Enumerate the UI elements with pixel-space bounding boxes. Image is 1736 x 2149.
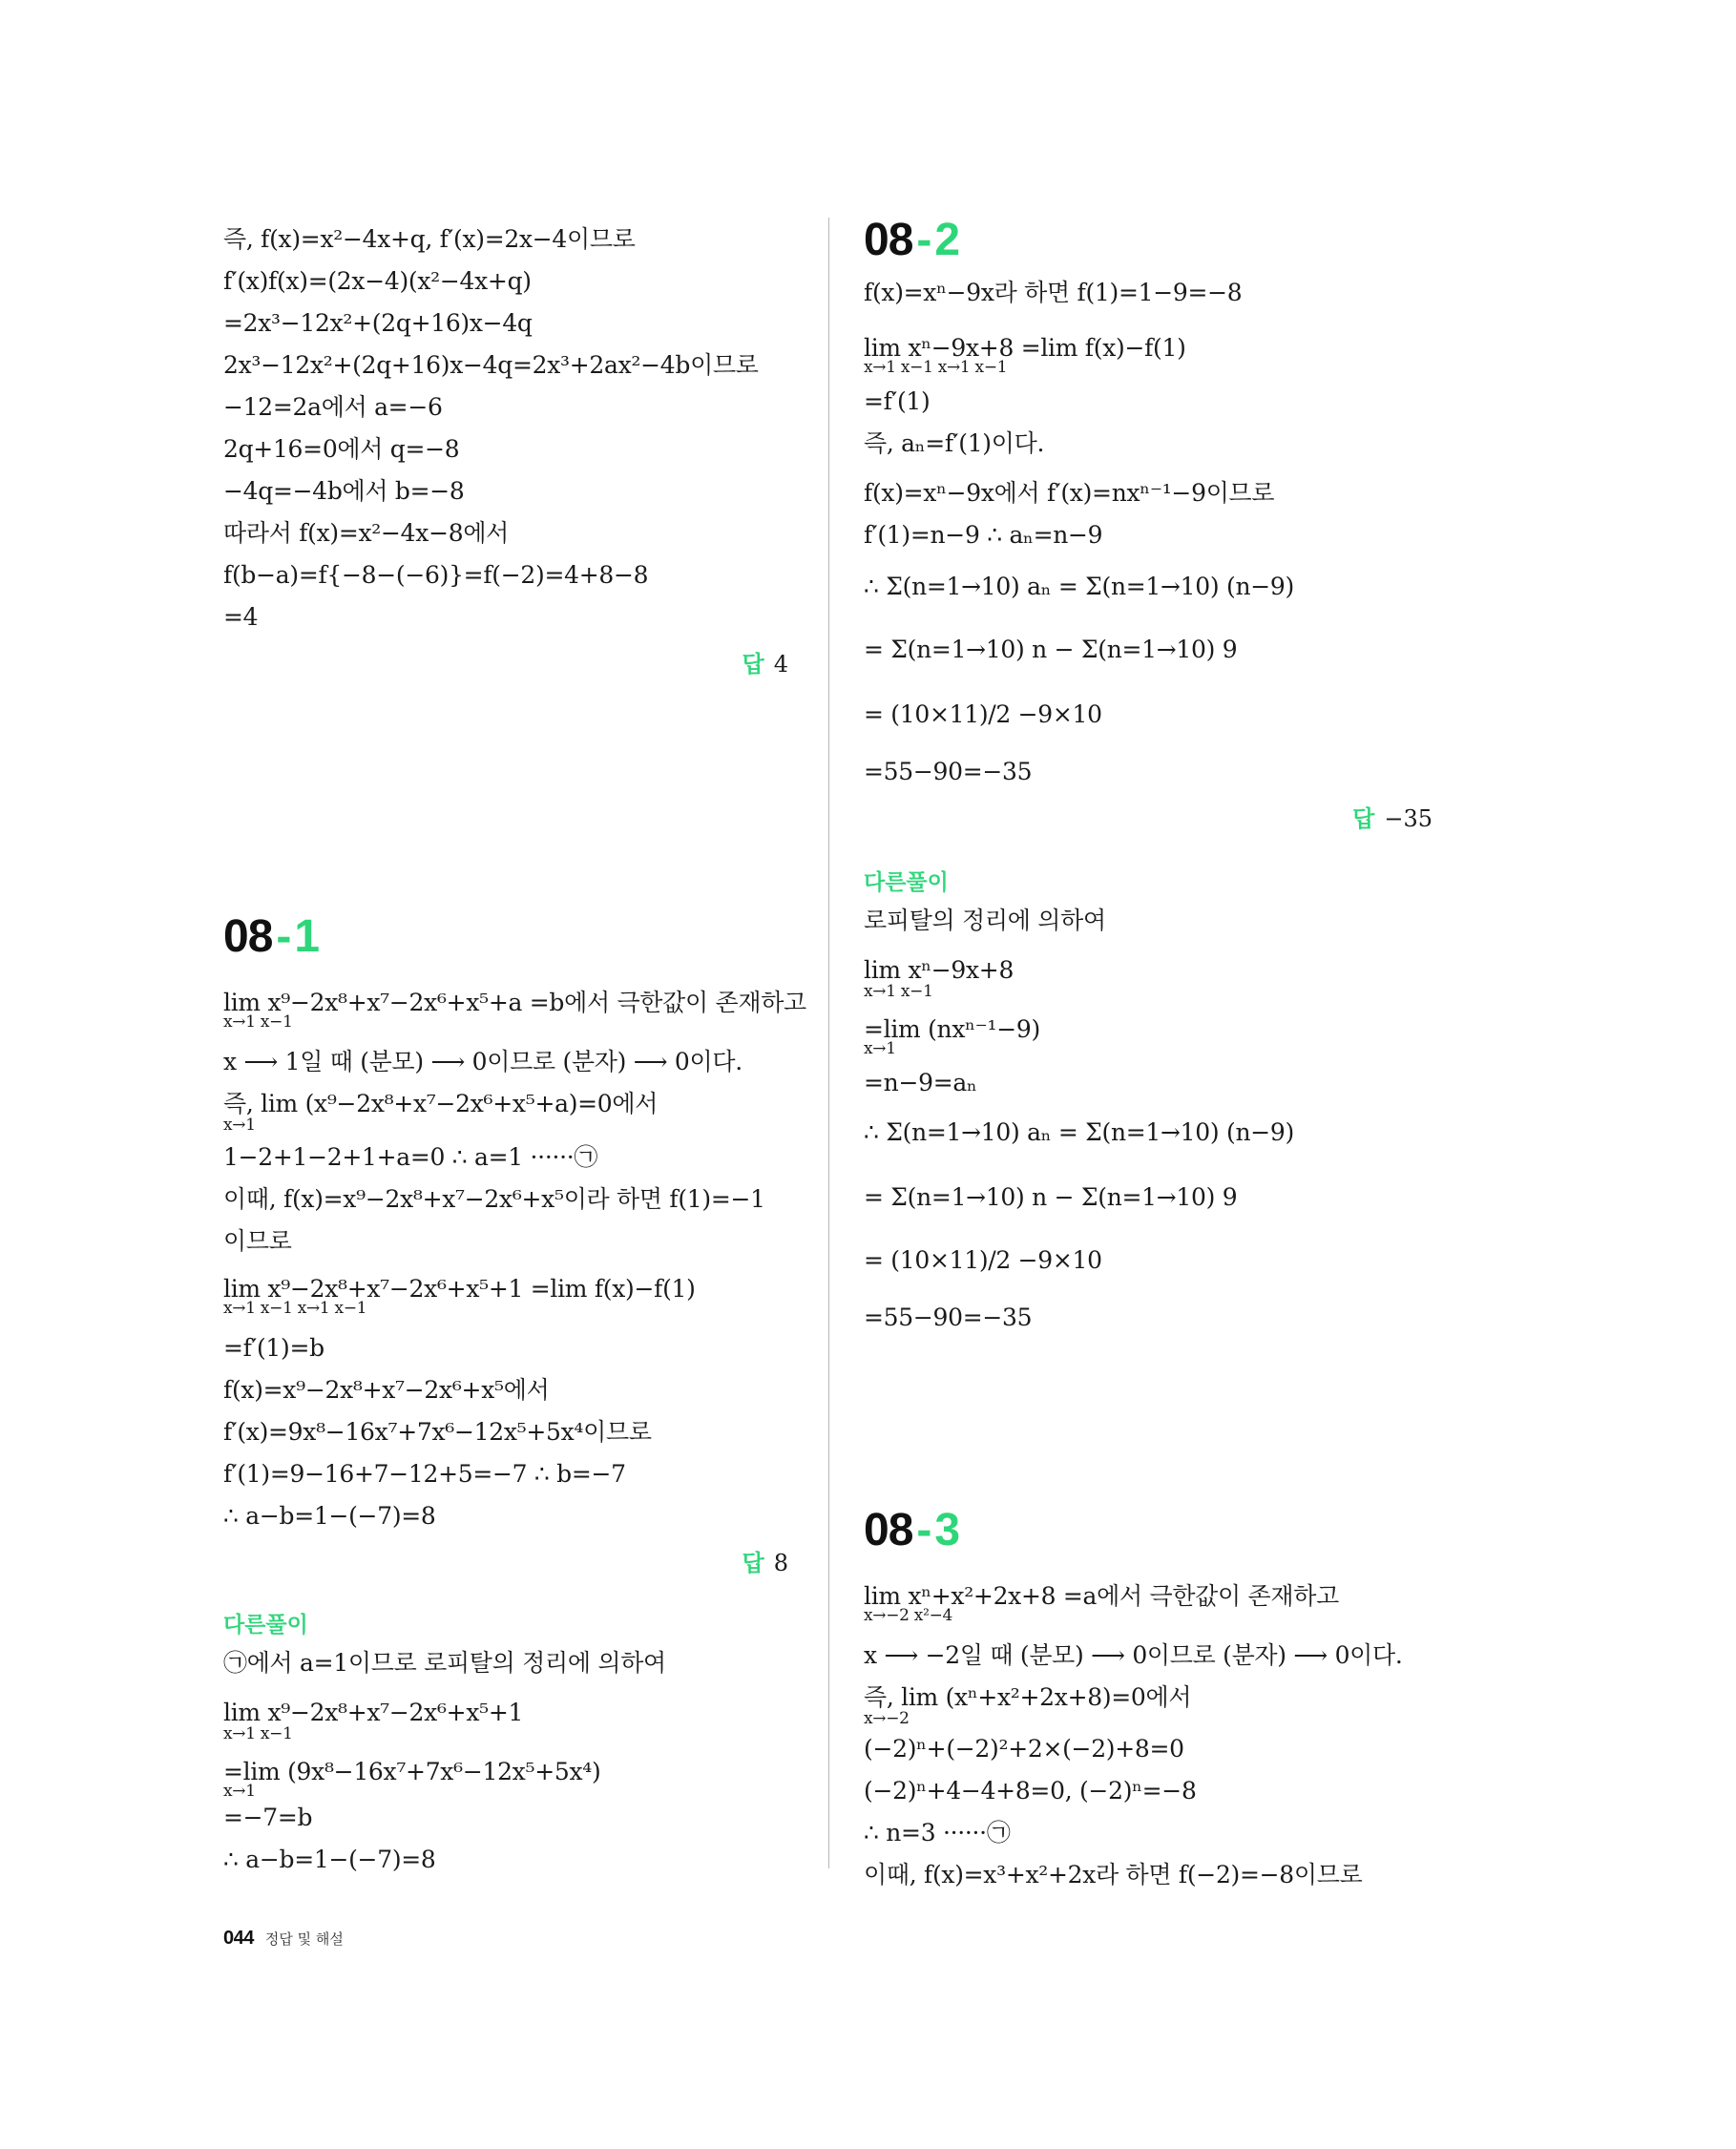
solution-line: 즉, f(x)=x²−4x+q, f′(x)=2x−4이므로 bbox=[223, 225, 636, 253]
solution-line: 이때, f(x)=x³+x²+2x라 하면 f(−2)=−8이므로 bbox=[864, 1861, 1363, 1888]
solution-line: x ⟶ −2일 때 (분모) ⟶ 0이므로 (분자) ⟶ 0이다. bbox=[864, 1641, 1403, 1669]
solution-line: lim xⁿ−9x+8 =lim f(x)−f(1) bbox=[864, 334, 1186, 362]
solution-line: ∴ Σ(n=1→10) aₙ = Σ(n=1→10) (n−9) bbox=[864, 573, 1294, 600]
alt-solution-line: = (10×11)/2 −9×10 bbox=[864, 1246, 1102, 1274]
solution-line: lim xⁿ+x²+2x+8 =a에서 극한값이 존재하고 bbox=[864, 1582, 1339, 1610]
solution-line: =4 bbox=[223, 603, 259, 631]
section-heading bbox=[864, 214, 959, 266]
solution-line: 2x³−12x²+(2q+16)x−4q=2x³+2ax²−4b이므로 bbox=[223, 351, 759, 379]
page-number: 044 bbox=[223, 1928, 254, 1949]
alt-solution-line: = Σ(n=1→10) n − Σ(n=1→10) 9 bbox=[864, 1183, 1238, 1211]
solution-line: =f′(1) bbox=[864, 387, 931, 415]
solution-line: f′(x)f(x)=(2x−4)(x²−4x+q) bbox=[223, 267, 532, 295]
solution-line: 즉, lim (xⁿ+x²+2x+8)=0에서 bbox=[864, 1683, 1192, 1711]
solution-line: =55−90=−35 bbox=[864, 758, 1033, 785]
alternative-solution-title: 다른풀이 bbox=[223, 1612, 308, 1637]
section-dash: - bbox=[276, 911, 291, 962]
solution-line: x→1 x−1 x→1 x−1 bbox=[864, 358, 1008, 377]
solution-line: lim x⁹−2x⁸+x⁷−2x⁶+x⁵+1 =lim f(x)−f(1) bbox=[223, 1275, 696, 1303]
section-number: 08 bbox=[864, 215, 913, 265]
solution-line: = Σ(n=1→10) n − Σ(n=1→10) 9 bbox=[864, 636, 1238, 663]
answer-label: 답 bbox=[742, 652, 764, 678]
section-number: 08 bbox=[864, 1505, 913, 1555]
alt-solution-line: ㉠에서 a=1이므로 로피탈의 정리에 의하여 bbox=[223, 1649, 666, 1677]
solution-line: 1−2+1−2+1+a=0 ∴ a=1 ······㉠ bbox=[223, 1143, 598, 1171]
alt-solution-line: lim x⁹−2x⁸+x⁷−2x⁶+x⁵+1 bbox=[223, 1699, 524, 1726]
alt-solution-line: lim xⁿ−9x+8 bbox=[864, 956, 1014, 984]
solution-line: x→1 bbox=[223, 1116, 256, 1135]
answer-value: 8 bbox=[773, 1550, 788, 1576]
answer-value: 4 bbox=[773, 651, 788, 678]
solution-line: f(b−a)=f{−8−(−6)}=f(−2)=4+8−8 bbox=[223, 561, 649, 589]
section-heading bbox=[223, 910, 319, 963]
alt-solution-line: =n−9=aₙ bbox=[864, 1069, 977, 1096]
alt-solution-line: =lim (nxⁿ⁻¹−9) bbox=[864, 1015, 1040, 1043]
solution-line: f′(1)=9−16+7−12+5=−7 ∴ b=−7 bbox=[223, 1460, 626, 1488]
solution-line: x→1 x−1 x→1 x−1 bbox=[223, 1299, 367, 1318]
answer-value: −35 bbox=[1384, 805, 1433, 832]
alt-solution-line: x→1 x−1 bbox=[223, 1724, 293, 1743]
alt-solution-line: =lim (9x⁸−16x⁷+7x⁶−12x⁵+5x⁴) bbox=[223, 1758, 601, 1785]
solution-line: −12=2a에서 a=−6 bbox=[223, 393, 443, 421]
solution-line: x→−2 x²−4 bbox=[864, 1606, 953, 1625]
section-sub-number: 3 bbox=[934, 1505, 960, 1555]
alt-solution-line: x→1 bbox=[223, 1782, 256, 1801]
section-sub-number: 2 bbox=[934, 215, 960, 265]
alt-solution-line: ∴ a−b=1−(−7)=8 bbox=[223, 1846, 436, 1873]
solution-line: lim x⁹−2x⁸+x⁷−2x⁶+x⁵+a =b에서 극한값이 존재하고 bbox=[223, 989, 806, 1016]
solution-line: ∴ a−b=1−(−7)=8 bbox=[223, 1502, 436, 1530]
solution-line: f′(1)=n−9 ∴ aₙ=n−9 bbox=[864, 521, 1103, 549]
solution-line: x→1 x−1 bbox=[223, 1012, 293, 1032]
solution-line: (−2)ⁿ+(−2)²+2×(−2)+8=0 bbox=[864, 1735, 1184, 1763]
solution-line: 2q+16=0에서 q=−8 bbox=[223, 435, 460, 463]
alternative-solution-title: 다른풀이 bbox=[864, 869, 949, 894]
solution-line: = (10×11)/2 −9×10 bbox=[864, 700, 1102, 728]
alt-solution-line: 로피탈의 정리에 의하여 bbox=[864, 907, 1106, 934]
solution-line: =2x³−12x²+(2q+16)x−4q bbox=[223, 309, 533, 337]
solution-line: 따라서 f(x)=x²−4x−8에서 bbox=[223, 519, 510, 547]
section-heading bbox=[864, 1504, 959, 1556]
section-dash: - bbox=[916, 1505, 931, 1555]
answer bbox=[1352, 800, 1433, 833]
answer bbox=[743, 645, 788, 678]
footer-title: 정답 및 해설 bbox=[264, 1930, 344, 1948]
section-dash: - bbox=[916, 215, 931, 265]
column-divider bbox=[828, 218, 829, 1868]
alt-solution-line: =55−90=−35 bbox=[864, 1304, 1033, 1331]
solution-line: ∴ n=3 ······㉠ bbox=[864, 1819, 1011, 1846]
alt-solution-line: ∴ Σ(n=1→10) aₙ = Σ(n=1→10) (n−9) bbox=[864, 1118, 1294, 1146]
solution-line: 즉, aₙ=f′(1)이다. bbox=[864, 429, 1045, 457]
solution-line: f(x)=xⁿ−9x라 하면 f(1)=1−9=−8 bbox=[864, 279, 1243, 306]
solution-line: (−2)ⁿ+4−4+8=0, (−2)ⁿ=−8 bbox=[864, 1777, 1197, 1805]
solution-line: 즉, lim (x⁹−2x⁸+x⁷−2x⁶+x⁵+a)=0에서 bbox=[223, 1090, 659, 1117]
solution-line: 이때, f(x)=x⁹−2x⁸+x⁷−2x⁶+x⁵이라 하면 f(1)=−1 bbox=[223, 1185, 765, 1213]
answer bbox=[743, 1544, 788, 1577]
section-number: 08 bbox=[223, 911, 273, 962]
solution-line: =f′(1)=b bbox=[223, 1334, 324, 1362]
section-sub-number: 1 bbox=[294, 911, 320, 962]
solution-line: −4q=−4b에서 b=−8 bbox=[223, 477, 465, 505]
alt-solution-line: x→1 bbox=[864, 1039, 896, 1058]
solution-line: 이므로 bbox=[223, 1227, 292, 1255]
answer-label: 답 bbox=[1352, 806, 1375, 832]
solution-line: f(x)=xⁿ−9x에서 f′(x)=nxⁿ⁻¹−9이므로 bbox=[864, 479, 1275, 507]
solution-line: x→−2 bbox=[864, 1709, 910, 1728]
answer-label: 답 bbox=[742, 1551, 764, 1576]
alt-solution-line: =−7=b bbox=[223, 1804, 313, 1831]
page-footer bbox=[223, 1928, 344, 1950]
solution-line: f(x)=x⁹−2x⁸+x⁷−2x⁶+x⁵에서 bbox=[223, 1376, 550, 1404]
solution-line: f′(x)=9x⁸−16x⁷+7x⁶−12x⁵+5x⁴이므로 bbox=[223, 1418, 652, 1446]
solution-line: x ⟶ 1일 때 (분모) ⟶ 0이므로 (분자) ⟶ 0이다. bbox=[223, 1048, 743, 1075]
alt-solution-line: x→1 x−1 bbox=[864, 982, 933, 1001]
